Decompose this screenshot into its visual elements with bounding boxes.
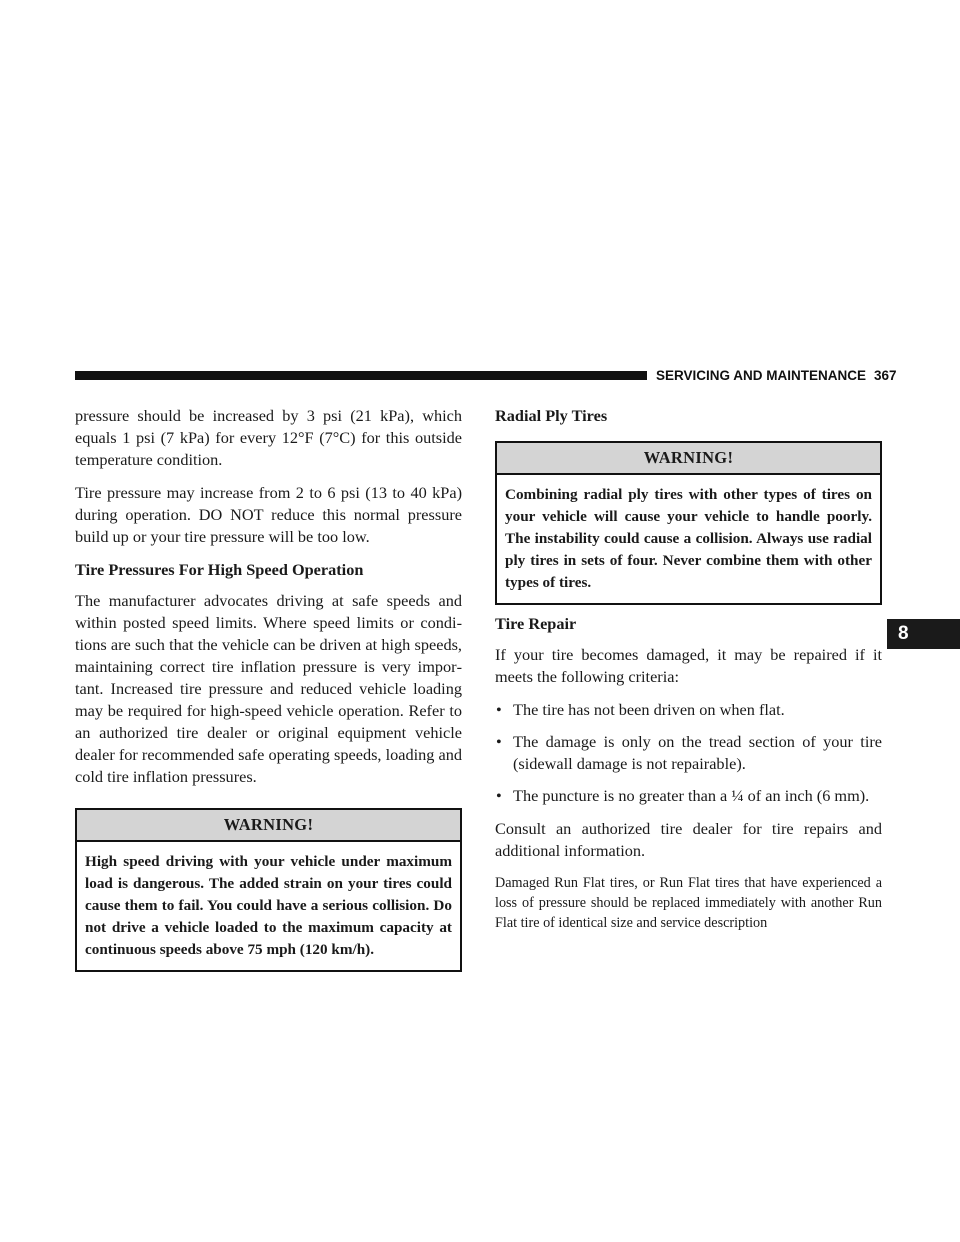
left-column [75,405,462,984]
section-heading: Radial Ply Tires [495,406,608,425]
list-item [495,785,882,807]
criteria-list [495,699,882,807]
right-column [495,405,882,944]
warning-title: WARNING! [497,443,880,475]
paragraph: pressure should be increased by 3 psi (21 kPa), which equals 1 psi (7 kPa) for every 12°F (7°C) for this outside temperature condition. [75,406,462,469]
warning-box [75,808,462,972]
warning-text: High speed driving with your vehicle under maximum load is dangerous. The added strain on your tires could cause them to fail. You could have a serious collision. Do not drive a vehicle loaded to the maximum capacity at continuous speeds above 75 mph (120 km/h). [85,853,452,958]
bullet: • [496,700,502,719]
list-item [495,731,882,775]
paragraph: If your tire becomes damaged, it may be repaired if it meets the following criteria: [495,645,882,686]
list-item-text: The tire has not been driven on when flat. [513,700,785,719]
paragraph: Damaged Run Flat tires, or Run Flat tires that have experienced a loss of pressure should be replaced immediately with another Run Flat tire of identical size and service description [495,875,882,931]
list-item [495,699,882,721]
paragraph: Tire pressure may increase from 2 to 6 psi (13 to 40 kPa) during operation. DO NOT reduce this normal pressure build up or your tire pressure will be too low. [75,483,462,546]
bullet: • [496,732,502,751]
bullet: • [496,786,502,805]
warning-box [495,441,882,605]
running-header [656,367,896,385]
paragraph: The manufacturer advocates driving at safe speeds and within posted speed limits. Where speed limits or conditions are such that the vehicle can be driven at high speeds, maintaining correct tire inflation pressure is very important. Increased tire pressure and reduced vehicle loading may be required for high-speed vehicle operation. Refer to an authorized tire dealer or original equipment vehicle dealer for recommended safe operating speeds, loading and cold tire inflation pressures. [75,591,462,786]
section-heading: Tire Repair [495,614,577,633]
list-item-text: The puncture is no greater than a ¼ of an inch (6 mm). [513,786,870,805]
chapter-tab: 8 [887,619,960,649]
list-item-text: The damage is only on the tread section of your tire (sidewall damage is not repairable). [513,732,882,773]
section-heading: Tire Pressures For High Speed Operation [75,560,364,579]
warning-text: Combining radial ply tires with other types of tires on your vehicle will cause your vehicle to handle poorly. The instability could cause a collision. Always use radial ply tires in sets of four. Never combine them with other types of tires. [505,486,872,591]
warning-title: WARNING! [77,810,460,842]
section-title: SERVICING AND MAINTENANCE [656,368,867,383]
page-number: 367 [874,368,897,383]
header-rule [75,371,647,380]
paragraph: Consult an authorized tire dealer for tire repairs and additional information. [495,819,882,860]
